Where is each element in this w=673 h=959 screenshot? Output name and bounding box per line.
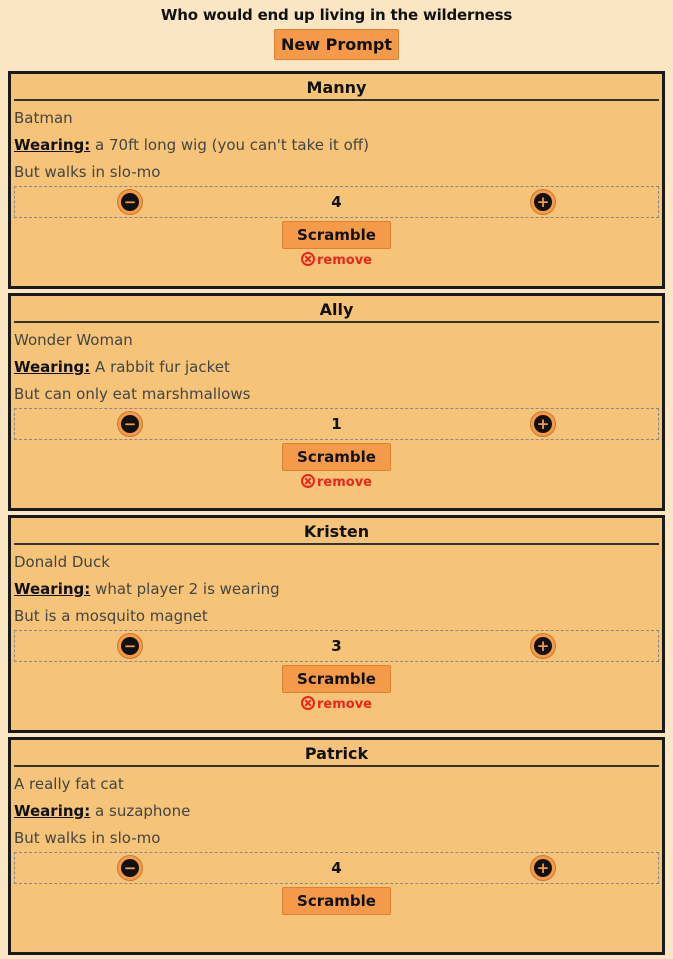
wearing-value: a suzaphone — [95, 802, 191, 820]
score-counter — [14, 408, 659, 440]
score-value: 4 — [331, 859, 342, 877]
plus-button[interactable] — [530, 189, 556, 215]
plus-icon: + — [534, 415, 552, 433]
player-name: Kristen — [14, 522, 659, 545]
minus-icon: − — [121, 193, 139, 211]
card-actions — [14, 221, 659, 268]
wearing-label: Wearing: — [14, 358, 91, 376]
minus-icon: − — [121, 859, 139, 877]
close-circle-icon — [301, 474, 315, 488]
card-actions — [14, 443, 659, 490]
score-counter — [14, 852, 659, 884]
plus-button[interactable] — [530, 633, 556, 659]
prompt-header — [0, 0, 673, 60]
wearing-label: Wearing: — [14, 802, 91, 820]
player-card — [8, 71, 665, 289]
player-list — [8, 71, 665, 959]
score-value: 3 — [331, 637, 342, 655]
but-line: But walks in slo-mo — [14, 163, 161, 181]
remove-label: remove — [317, 697, 372, 712]
wearing-value: A rabbit fur jacket — [95, 358, 230, 376]
plus-button[interactable] — [530, 855, 556, 881]
scramble-button[interactable]: Scramble — [282, 887, 391, 915]
player-card — [8, 293, 665, 511]
new-prompt-button[interactable]: New Prompt — [274, 29, 399, 60]
plus-icon: + — [534, 859, 552, 877]
character-line: A really fat cat — [14, 775, 124, 793]
wearing-line — [14, 354, 659, 381]
plus-button[interactable] — [530, 411, 556, 437]
wearing-line — [14, 132, 659, 159]
score-counter — [14, 186, 659, 218]
character-line: Batman — [14, 109, 73, 127]
wearing-label: Wearing: — [14, 136, 91, 154]
wearing-line — [14, 576, 659, 603]
score-value: 1 — [331, 415, 342, 433]
score-counter — [14, 630, 659, 662]
player-name: Manny — [14, 78, 659, 101]
card-actions — [14, 665, 659, 712]
wearing-line — [14, 798, 659, 825]
but-line: But is a mosquito magnet — [14, 607, 208, 625]
scramble-button[interactable]: Scramble — [282, 221, 391, 249]
player-card — [8, 737, 665, 955]
minus-icon: − — [121, 637, 139, 655]
close-circle-icon — [301, 252, 315, 266]
card-actions — [14, 887, 659, 915]
remove-link[interactable] — [14, 696, 659, 712]
but-line: But walks in slo-mo — [14, 829, 161, 847]
prompt-text: Who would end up living in the wilderness — [160, 6, 513, 24]
wearing-value: what player 2 is wearing — [95, 580, 280, 598]
remove-link[interactable] — [14, 252, 659, 268]
player-name: Ally — [14, 300, 659, 323]
plus-icon: + — [534, 193, 552, 211]
wearing-value: a 70ft long wig (you can't take it off) — [95, 136, 369, 154]
player-name: Patrick — [14, 744, 659, 767]
character-line: Donald Duck — [14, 553, 110, 571]
close-circle-icon — [301, 696, 315, 710]
remove-link[interactable] — [14, 474, 659, 490]
scramble-button[interactable]: Scramble — [282, 665, 391, 693]
remove-label: remove — [317, 253, 372, 268]
player-card — [8, 515, 665, 733]
but-line: But can only eat marshmallows — [14, 385, 251, 403]
remove-label: remove — [317, 475, 372, 490]
plus-icon: + — [534, 637, 552, 655]
score-value: 4 — [331, 193, 342, 211]
minus-icon: − — [121, 415, 139, 433]
character-line: Wonder Woman — [14, 331, 133, 349]
scramble-button[interactable]: Scramble — [282, 443, 391, 471]
wearing-label: Wearing: — [14, 580, 91, 598]
